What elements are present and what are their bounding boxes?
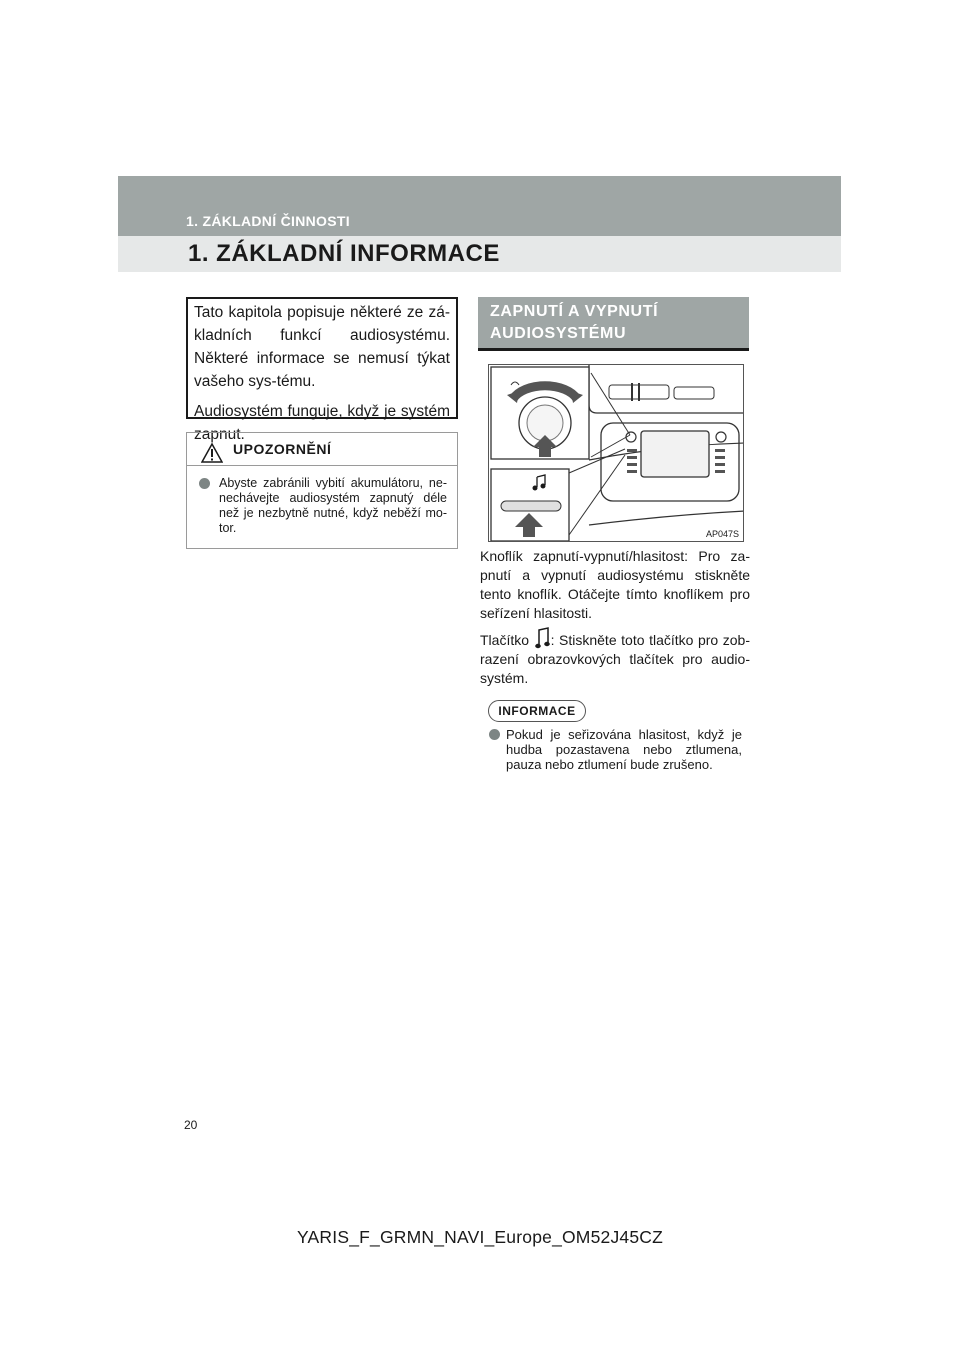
intro-paragraph: Tato kapitola popisuje některé ze zá-kladních funkcí audiosystému. Některé informace se nemusí týkat vašeho sys-tému. (194, 304, 450, 390)
section-heading (478, 297, 749, 351)
info-item-text: Pokud je seřizována hlasitost, když je hudba pozastavena nebo ztlumena, pauza nebo ztlumení bude zrušeno. (506, 727, 742, 772)
music-note-icon (535, 626, 550, 650)
section-label: 1. ZÁKLADNÍ ČINNOSTI (186, 213, 350, 229)
caution-title: UPOZORNĚNÍ (233, 441, 332, 457)
caution-box (186, 432, 458, 549)
info-label: INFORMACE (488, 700, 586, 722)
warning-icon (201, 443, 223, 463)
audio-controls-figure (488, 364, 744, 542)
info-item (498, 727, 742, 772)
page-number: 20 (184, 1118, 198, 1132)
button-description (480, 626, 750, 688)
intro-paragraph: Audiosystém funguje, když je systém zapnut. (194, 403, 450, 443)
knob-description: Knoflík zapnutí-vypnutí/hlasitost: Pro za-pnutí a vypnutí audiosystému stiskněte tento knoflík. Otáčejte tímto knoflíkem pro seřízení hlasitosti. (480, 548, 750, 621)
document-code: YARIS_F_GRMN_NAVI_Europe_OM52J45CZ (296, 1227, 663, 1247)
section-heading-line: ZAPNUTÍ A VYPNUTÍ (490, 303, 659, 320)
bullet-icon (489, 729, 500, 740)
chapter-header-band (118, 176, 841, 272)
caution-item (187, 466, 457, 536)
caution-header (187, 433, 457, 466)
bullet-icon (199, 478, 210, 489)
intro-box (186, 297, 458, 443)
caution-item-text: Abyste zabránili vybití akumulátoru, ne-nechávejte audiosystém zapnutý déle než je nezbytně nutné, když neběží mo-tor. (219, 476, 447, 535)
button-text-suffix: : Stiskněte toto tlačítko pro zob-razení obrazovkových tlačítek pro audio-systém. (480, 632, 750, 686)
section-heading-line: AUDIOSYSTÉMU (490, 325, 627, 342)
button-text-prefix: Tlačítko (480, 632, 530, 648)
dashboard-illustration (489, 365, 744, 542)
page-title: 1. ZÁKLADNÍ INFORMACE (188, 240, 500, 267)
figure-code: AP047S (705, 529, 739, 539)
